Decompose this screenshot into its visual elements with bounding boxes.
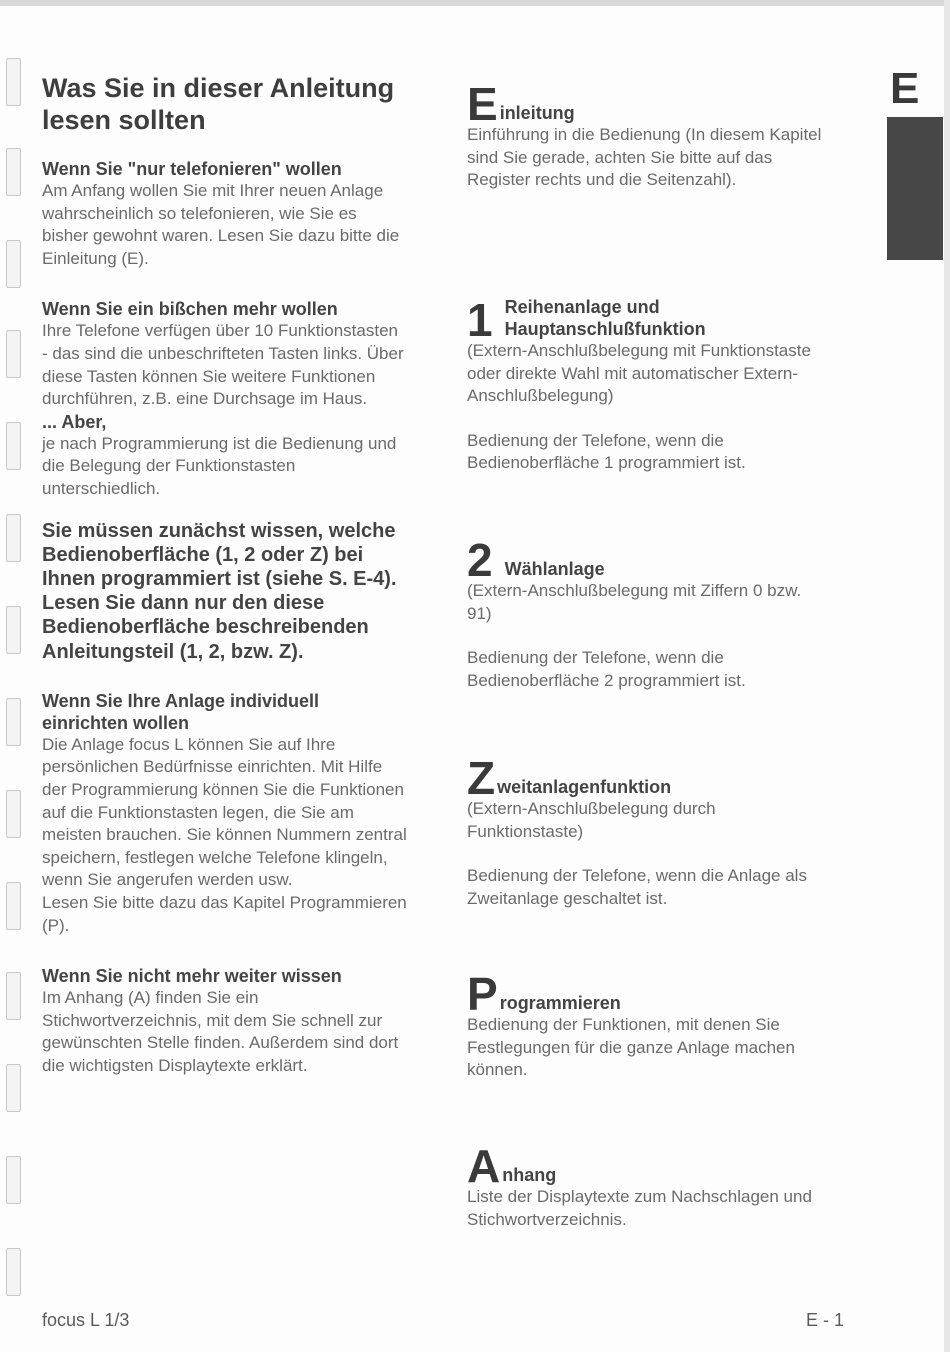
section-heading: Wenn Sie "nur telefonieren" wollen bbox=[42, 159, 342, 179]
chapter-1 bbox=[467, 296, 827, 475]
section-heading: Wenn Sie Ihre Anlage individuell einrichten wollen bbox=[42, 690, 320, 733]
chapter-initial: E bbox=[467, 78, 498, 130]
section-heading: Wenn Sie nicht mehr weiter wissen bbox=[42, 966, 342, 987]
section-text: Ihre Telefone verfügen über 10 Funktionstasten - das sind die unbeschrifteten Tasten links. Über diese Tasten können Sie weitere Funktionen durchführen, z.B. eine Durchsage im Haus. bbox=[42, 321, 404, 409]
chapter-programmieren bbox=[467, 968, 827, 1082]
binder-hole bbox=[6, 58, 21, 106]
footer-page-number: E - 1 bbox=[806, 1310, 845, 1330]
chapter-text: (Extern-Anschlußbelegung mit Funktionstaste oder direkte Wahl mit automatischer Extern-Anschlußbelegung) bbox=[467, 341, 811, 406]
section-text: Am Anfang wollen Sie mit Ihrer neuen Anlage wahrscheinlich so telefonieren, wie Sie es bisher gewohnt waren. Lesen Sie dazu bitte die Einleitung (E). bbox=[42, 181, 400, 268]
chapter-heading: nhang bbox=[502, 1165, 557, 1185]
binder-hole bbox=[6, 882, 21, 930]
section-need-help bbox=[42, 965, 407, 1077]
chapter-initial: A bbox=[467, 1140, 501, 1192]
chapter-initial: Z bbox=[467, 752, 496, 804]
left-column bbox=[42, 72, 407, 1105]
section-individual-setup bbox=[42, 690, 407, 937]
important-note: Sie müssen zunächst wissen, welche Bedienoberfläche (1, 2 oder Z) bei Ihnen programmiert ist (siehe S. E-4). Lesen Sie dann nur den diese Bedienoberfläche beschreibenden Anleitungsteil (1, 2, bzw. Z). bbox=[42, 519, 397, 663]
chapter-heading: weitanlagenfunktion bbox=[497, 777, 672, 797]
chapter-heading: rogrammieren bbox=[499, 993, 621, 1013]
binder-hole bbox=[6, 148, 21, 196]
chapter-2 bbox=[467, 534, 827, 692]
register-tab-marker bbox=[887, 117, 943, 260]
chapter-heading: Reihenanlage und Hauptanschlußfunktion bbox=[504, 297, 706, 339]
section-text: Die Anlage focus L können Sie auf Ihre persönlichen Bedürfnisse einrichten. Mit Hilfe der Programmierung können Sie die Funktionen auf die Funktionstasten legen, die Sie am meisten brauchen. Sie können Nummern zentral speichern, festlegen welche Telefone klingeln, wenn Sie angerufen werden usw. bbox=[42, 734, 407, 890]
footer-product: focus L 1/3 bbox=[42, 1310, 130, 1330]
chapter-text: (Extern-Anschlußbelegung durch Funktionstaste) bbox=[467, 799, 716, 841]
chapter-initial: P bbox=[467, 968, 498, 1020]
chapter-text-2: Bedienung der Telefone, wenn die Bedienoberfläche 2 programmiert ist. bbox=[467, 648, 746, 690]
binder-hole bbox=[6, 972, 21, 1020]
binder-hole bbox=[6, 698, 21, 746]
chapter-text: Liste der Displaytexte zum Nachschlagen und Stichwortverzeichnis. bbox=[467, 1187, 812, 1229]
section-bit-more bbox=[42, 298, 407, 500]
binder-hole bbox=[6, 240, 21, 288]
page-right-edge bbox=[944, 0, 950, 1352]
chapter-number: 2 bbox=[467, 534, 493, 586]
page-title: Was Sie in dieser Anleitung lesen sollten bbox=[42, 73, 395, 135]
chapter-text-2: Bedienung der Telefone, wenn die Anlage als Zweitanlage geschaltet ist. bbox=[467, 866, 807, 908]
section-text-2: Lesen Sie bitte dazu das Kapitel Programmieren (P). bbox=[42, 892, 407, 935]
binder-hole bbox=[6, 1064, 21, 1112]
chapter-text: Bedienung der Funktionen, mit denen Sie Festlegungen für die ganze Anlage machen können. bbox=[467, 1015, 795, 1080]
page-top-edge bbox=[0, 0, 950, 6]
section-text: Im Anhang (A) finden Sie ein Stichwortverzeichnis, mit dem Sie schnell zur gewünschten Stelle finden. Außerdem sind dort die wichtigsten Displaytexte erklärt. bbox=[42, 988, 399, 1075]
chapter-number: 1 bbox=[467, 294, 493, 346]
section-subheading: ... Aber, bbox=[42, 411, 107, 432]
chapter-einleitung bbox=[467, 78, 827, 192]
binder-hole bbox=[6, 330, 21, 378]
binder-hole bbox=[6, 790, 21, 838]
chapter-text-2: Bedienung der Telefone, wenn die Bedienoberfläche 1 programmiert ist. bbox=[467, 430, 746, 473]
binder-hole bbox=[6, 422, 21, 470]
register-tab-letter: E bbox=[890, 64, 920, 113]
binder-holes bbox=[0, 50, 22, 1310]
section-text-2: je nach Programmierung ist die Bedienung und die Belegung der Funktionstasten unterschiedlich. bbox=[42, 433, 397, 498]
binder-hole bbox=[6, 514, 21, 562]
section-only-phone bbox=[42, 158, 407, 270]
binder-hole bbox=[6, 1156, 21, 1204]
binder-hole bbox=[6, 606, 21, 654]
chapter-heading: Wählanlage bbox=[504, 559, 605, 579]
section-heading: Wenn Sie ein bißchen mehr wollen bbox=[42, 299, 338, 320]
chapter-text: Einführung in die Bedienung (In diesem Kapitel sind Sie gerade, achten Sie bitte auf das Register rechts und die Seitenzahl). bbox=[467, 125, 822, 190]
chapter-anhang bbox=[467, 1140, 827, 1231]
chapter-z bbox=[467, 752, 827, 910]
chapter-text: (Extern-Anschlußbelegung mit Ziffern 0 bzw. 91) bbox=[467, 581, 802, 623]
chapter-heading: inleitung bbox=[499, 103, 575, 123]
binder-hole bbox=[6, 1248, 21, 1296]
